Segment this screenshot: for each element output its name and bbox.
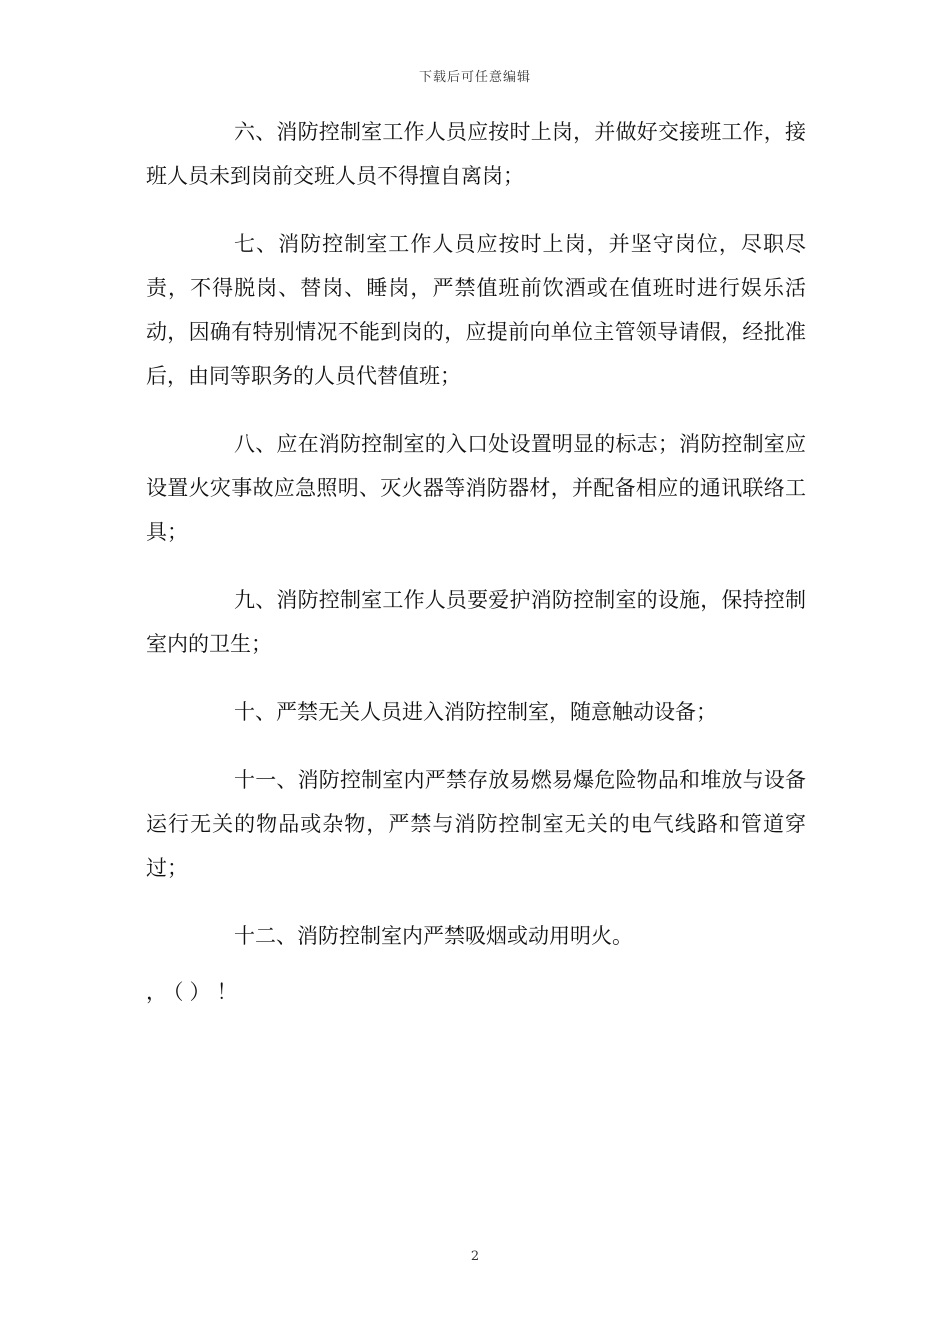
document-body [146, 110, 806, 1014]
paragraph-item-8: 八、应在消防控制室的入口处设置明显的标志；消防控制室应设置火灾事故应急照明、灭火器等消防器材，并配备相应的通讯联络工具； [146, 432, 806, 544]
page-header: 下载后可任意编辑 [418, 70, 531, 85]
paragraph-item-11: 十一、消防控制室内严禁存放易燃易爆危险物品和堆放与设备运行无关的物品或杂物，严禁与消防控制室无关的电气线路和管道穿过； [146, 768, 806, 880]
trailing-punctuation: ，（）！ [146, 980, 244, 1004]
page-number: 2 [470, 1249, 480, 1264]
paragraph-item-10: 十、严禁无关人员进入消防控制室，随意触动设备； [234, 700, 717, 724]
paragraph-item-7: 七、消防控制室工作人员应按时上岗，并坚守岗位，尽职尽责，不得脱岗、替岗、睡岗，严禁值班前饮酒或在值班时进行娱乐活动，因确有特别情况不能到岗的，应提前向单位主管领导请假，经批准后，由同等职务的人员代替值班； [146, 232, 806, 388]
paragraph-item-9: 九、消防控制室工作人员要爱护消防控制室的设施，保持控制室内的卫生； [146, 588, 806, 656]
paragraph-item-6: 六、消防控制室工作人员应按时上岗，并做好交接班工作，接班人员未到岗前交班人员不得擅自离岗； [146, 120, 806, 188]
paragraph-item-12: 十二、消防控制室内严禁吸烟或动用明火。 [234, 924, 633, 948]
